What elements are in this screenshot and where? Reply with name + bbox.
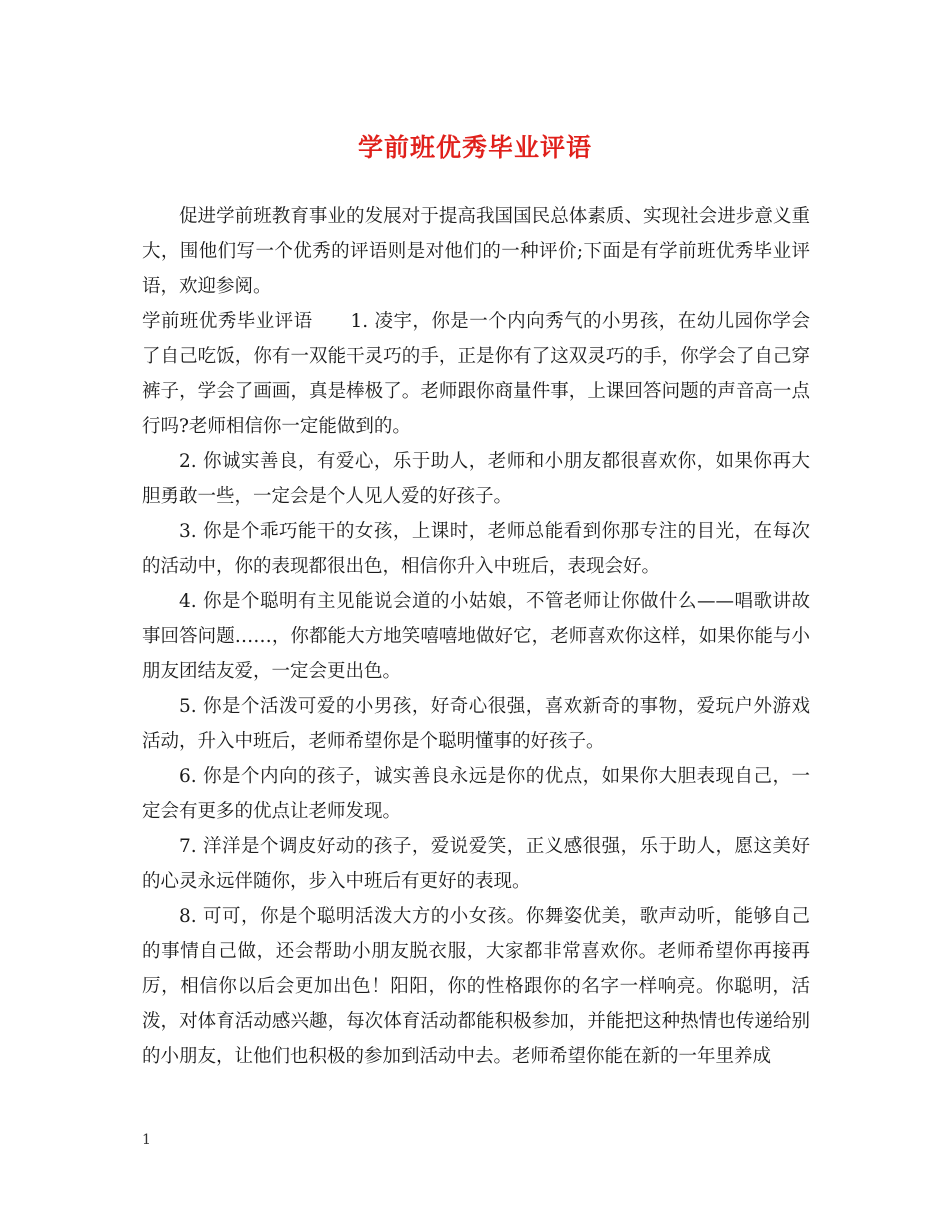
document-body [142,199,810,1074]
intro-paragraph: 促进学前班教育事业的发展对于提高我国国民总体素质、实现社会进步意义重大，围他们写一个优秀的评语则是对他们的一种评价;下面是有学前班优秀毕业评语，欢迎参阅。 [142,206,810,297]
comment-paragraph-2: 2. 你诚实善良，有爱心，乐于助人，老师和小朋友都很喜欢你，如果你再大胆勇敢一些，一定会是个人见人爱的好孩子。 [142,451,810,507]
comment-paragraph-1: 学前班优秀毕业评语 1. 凌宇，你是一个内向秀气的小男孩，在幼儿园你学会了自己吃饭，你有一双能干灵巧的手，正是你有了这双灵巧的手，你学会了自己穿裤子，学会了画画，真是棒极了。老师跟你商量件事，上课回答问题的声音高一点行吗?老师相信你一定能做到的。 [142,311,810,437]
comment-paragraph-5: 5. 你是个活泼可爱的小男孩，好奇心很强，喜欢新奇的事物，爱玩户外游戏活动，升入中班后，老师希望你是个聪明懂事的好孩子。 [142,696,810,752]
comment-paragraph-3: 3. 你是个乖巧能干的女孩，上课时，老师总能看到你那专注的目光，在每次的活动中，你的表现都很出色，相信你升入中班后，表现会好。 [142,521,810,577]
comment-paragraph-6: 6. 你是个内向的孩子，诚实善良永远是你的优点，如果你大胆表现自己，一定会有更多的优点让老师发现。 [142,766,810,822]
document-title: 学前班优秀毕业评语 [357,133,592,162]
page-number: 1 [142,1132,151,1148]
comment-paragraph-4: 4. 你是个聪明有主见能说会道的小姑娘，不管老师让你做什么——唱歌讲故事回答问题……，你都能大方地笑嘻嘻地做好它，老师喜欢你这样，如果你能与小朋友团结友爱，一定会更出色。 [142,591,810,682]
comment-paragraph-7: 7. 洋洋是个调皮好动的孩子，爱说爱笑，正义感很强，乐于助人，愿这美好的心灵永远伴随你，步入中班后有更好的表现。 [142,836,810,892]
comment-paragraph-8: 8. 可可，你是个聪明活泼大方的小女孩。你舞姿优美，歌声动听，能够自己的事情自己做，还会帮助小朋友脱衣服，大家都非常喜欢你。老师希望你再接再厉，相信你以后会更加出色！阳阳，你的性格跟你的名字一样响亮。你聪明，活泼，对体育活动感兴趣，每次体育活动都能积极参加，并能把这种热情也传递给别的小朋友，让他们也积极的参加到活动中去。老师希望你能在新的一年里养成 [142,906,810,1067]
